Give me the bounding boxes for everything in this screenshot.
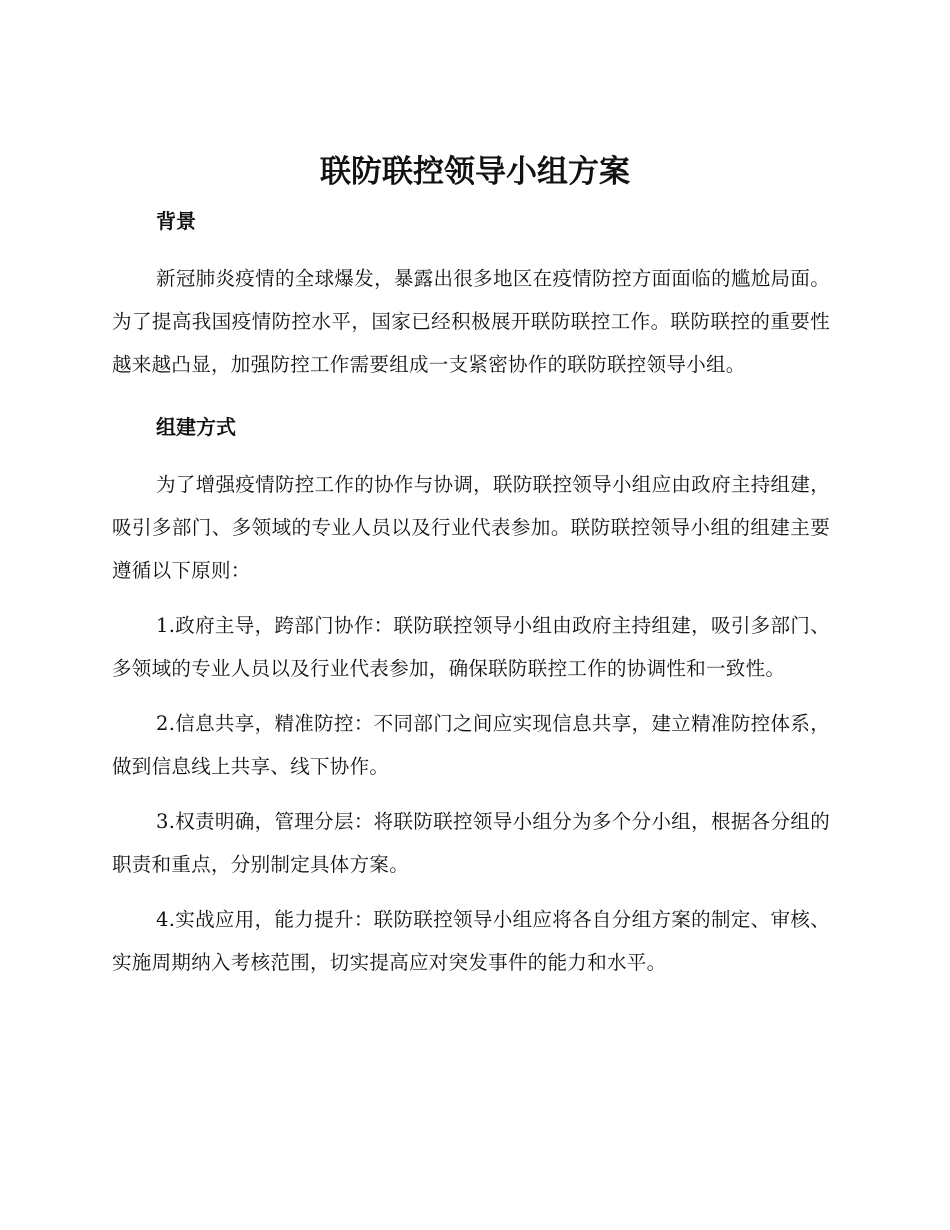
document-title: 联防联控领导小组方案 [320, 154, 630, 190]
document-body [112, 200, 830, 984]
section-heading-organization: 组建方式 [156, 415, 236, 439]
principle-item-1: 1.政府主导，跨部门协作：联防联控领导小组由政府主持组建，吸引多部门、多领域的专业人员以及行业代表参加，确保联防联控工作的协调性和一致性。 [112, 614, 830, 680]
background-paragraph: 新冠肺炎疫情的全球爆发，暴露出很多地区在疫情防控方面面临的尴尬局面。为了提高我国疫情防控水平，国家已经积极展开联防联控工作。联防联控的重要性越来越凸显，加强防控工作需要组成一支紧密协作的联防联控领导小组。 [112, 267, 830, 376]
principle-item-3: 3.权责明确，管理分层：将联防联控领导小组分为多个分小组，根据各分组的职责和重点，分别制定具体方案。 [112, 810, 830, 876]
organization-intro-paragraph: 为了增强疫情防控工作的协作与协调，联防联控领导小组应由政府主持组建，吸引多部门、多领域的专业人员以及行业代表参加。联防联控领导小组的组建主要遵循以下原则： [112, 473, 830, 582]
principle-item-2: 2.信息共享，精准防控：不同部门之间应实现信息共享，建立精准防控体系，做到信息线上共享、线下协作。 [112, 712, 830, 778]
section-heading-background: 背景 [156, 209, 196, 233]
principle-item-4: 4.实战应用，能力提升：联防联控领导小组应将各自分组方案的制定、审核、实施周期纳入考核范围，切实提高应对突发事件的能力和水平。 [112, 908, 830, 974]
